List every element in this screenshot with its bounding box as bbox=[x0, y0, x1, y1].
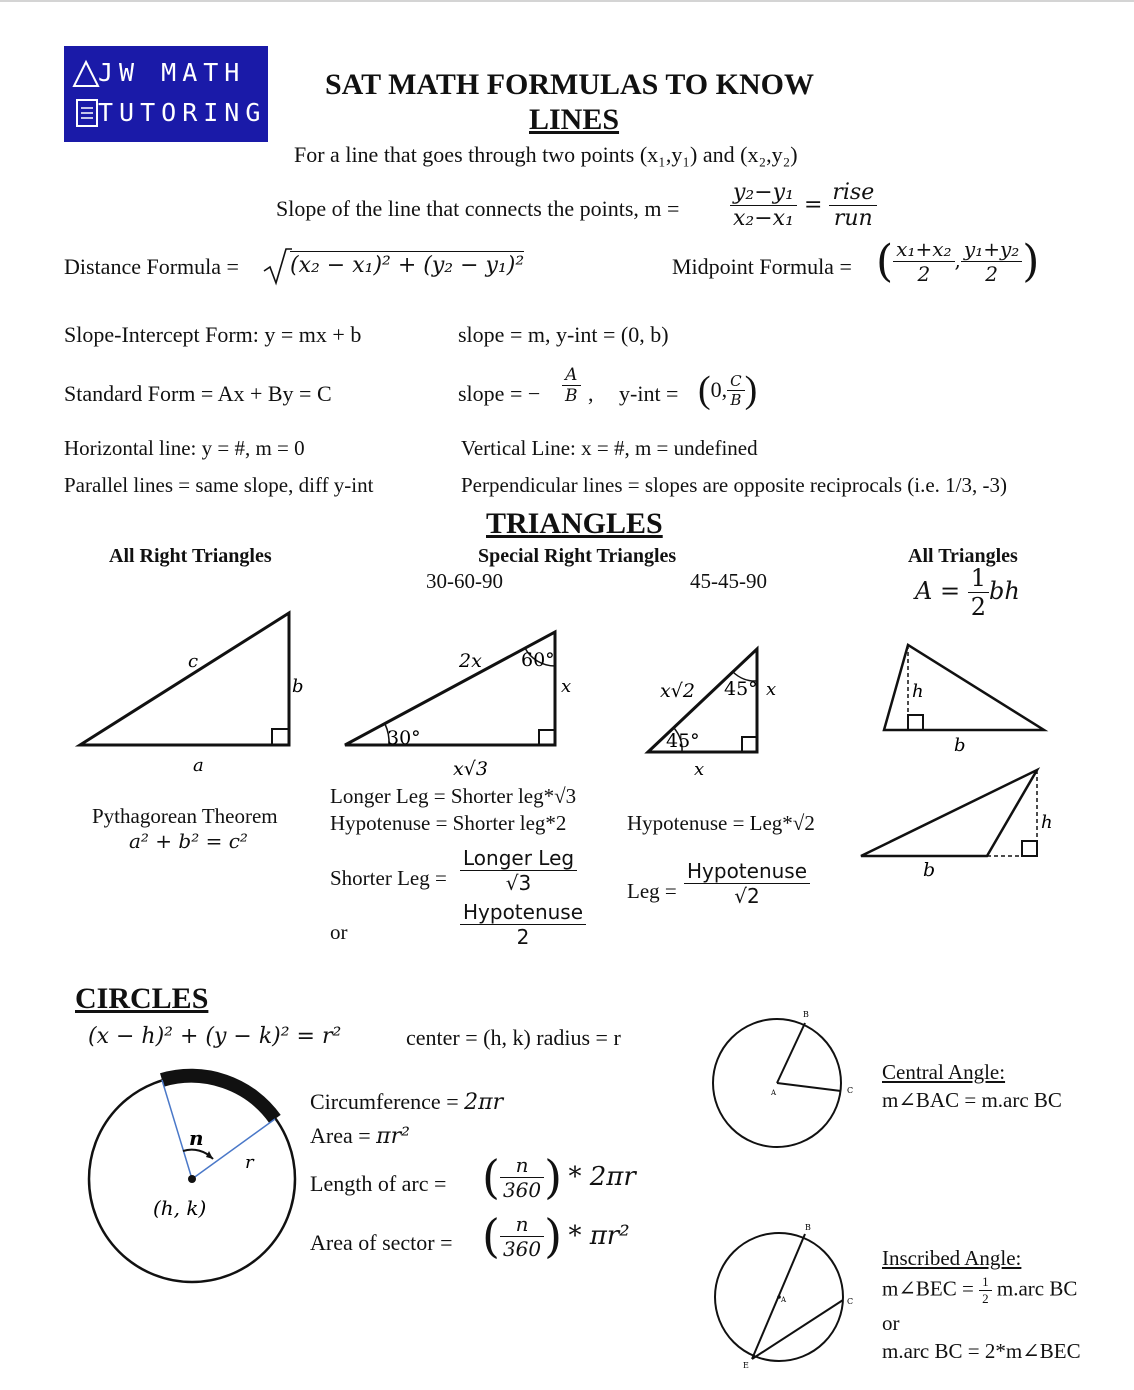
shorter-leg-numerator: Longer Leg bbox=[460, 846, 577, 871]
standard-form: Standard Form = Ax + By = C bbox=[64, 381, 332, 406]
hypotenuse-4545-rule: Hypotenuse = Leg*√2 bbox=[627, 811, 815, 835]
area-numerator: 1 bbox=[968, 564, 989, 593]
rise-label: rise bbox=[829, 180, 877, 206]
pythagorean-formula: a² + b² = c² bbox=[129, 829, 248, 853]
side-x-label: x bbox=[561, 676, 572, 697]
standard-slope-fraction bbox=[562, 365, 581, 406]
shorter-leg-label: Shorter Leg = bbox=[330, 866, 447, 890]
midpoint-x-numerator: x₁+x₂ bbox=[893, 237, 954, 262]
standard-B: B bbox=[565, 386, 578, 406]
point-e-label: E bbox=[743, 1361, 749, 1370]
arc-length-formula: ( $\frac{n}{360}$ ) * 2πr bbox=[482, 1150, 636, 1204]
slope-intercept-info: slope = m, y-int = (0, b) bbox=[458, 322, 669, 347]
height-h-label: h bbox=[912, 681, 924, 702]
all-right-triangles-label: All Right Triangles bbox=[109, 545, 272, 567]
center-hk-label: (h, k) bbox=[153, 1196, 207, 1220]
horizontal-line-rule: Horizontal line: y = #, m = 0 bbox=[64, 436, 305, 460]
right-angle-marker bbox=[742, 737, 757, 752]
inscribed-suffix: m.arc BC bbox=[996, 1276, 1078, 1301]
central-angle-formula: m∠BAC = m.arc BC bbox=[882, 1088, 1062, 1112]
distance-formula: (x₂ − x₁)² + (y₂ − y₁)² bbox=[290, 253, 525, 278]
angle-60-label: 60° bbox=[521, 649, 555, 671]
right-triangle-diagram bbox=[70, 605, 310, 776]
central-angle-title: Central Angle: bbox=[882, 1060, 1006, 1084]
logo-line2: TUTORING bbox=[98, 98, 267, 127]
top-border bbox=[0, 0, 1134, 2]
area-a-equals: A = bbox=[915, 577, 961, 605]
point-c-label: C bbox=[847, 1297, 854, 1306]
inscribed-angle-title: Inscribed Angle: bbox=[882, 1246, 1022, 1270]
area-label bbox=[310, 1123, 410, 1149]
sector-tail: * πr² bbox=[568, 1221, 630, 1251]
slope-label: Slope of the line that connects the points, m = bbox=[276, 196, 680, 221]
angle-30-label: 30° bbox=[387, 727, 421, 749]
standard-yint-label: y-int = bbox=[619, 381, 679, 406]
side-x-label: x bbox=[766, 679, 777, 700]
leg-numerator: Hypotenuse bbox=[684, 859, 810, 884]
point-b-label: B bbox=[805, 1223, 811, 1232]
point-c-label: C bbox=[847, 1086, 854, 1095]
midpoint-y-denominator: 2 bbox=[985, 262, 998, 286]
arc-numerator: n bbox=[500, 1153, 544, 1178]
sector-numerator: n bbox=[500, 1212, 544, 1237]
logo-line1: JW MATH bbox=[98, 58, 246, 87]
side-c-label: c bbox=[188, 651, 199, 672]
or-label: or bbox=[330, 920, 348, 944]
radius-line-2 bbox=[192, 1119, 275, 1179]
area-bh: bh bbox=[989, 577, 1020, 605]
obtuse-triangle-diagram bbox=[855, 762, 1055, 882]
standard-slope-label: slope = − bbox=[458, 381, 541, 406]
hypotenuse-half-fraction bbox=[460, 900, 586, 949]
label-45-45-90: 45-45-90 bbox=[690, 569, 767, 593]
shorter-leg-fraction bbox=[460, 846, 577, 895]
circumference-label bbox=[310, 1089, 503, 1115]
triangle-45-45-90-diagram bbox=[640, 635, 800, 785]
side-b-label: b bbox=[292, 676, 304, 697]
inscribed-formula-2: m.arc BC = 2*m∠BEC bbox=[882, 1339, 1081, 1363]
acute-triangle-diagram bbox=[878, 635, 1058, 755]
circle-equation: (x − h)² + (y − k)² = r² bbox=[88, 1024, 342, 1049]
label-30-60-90: 30-60-90 bbox=[426, 569, 503, 593]
angle-n-label: n bbox=[189, 1126, 204, 1150]
triangle-30-60-90-diagram bbox=[335, 620, 595, 780]
slope-fraction: $\frac{\text{y₂−y₁}}{\text{x₂−x₁}}$ = $\frac{\text{rise}}{\text{run}}$ bbox=[730, 180, 877, 231]
distance-label: Distance Formula = bbox=[64, 254, 239, 279]
side-x-root3-label: x√3 bbox=[453, 758, 488, 780]
arc-tail: * 2πr bbox=[568, 1162, 636, 1192]
right-angle-marker bbox=[539, 730, 555, 745]
inscribed-prefix: m∠BEC = bbox=[882, 1276, 974, 1301]
arc-highlight bbox=[162, 1076, 275, 1119]
notebook-logo-icon bbox=[74, 98, 100, 128]
angle-45-bottom-label: 45° bbox=[666, 730, 700, 752]
center-radius: center = (h, k) radius = r bbox=[406, 1025, 621, 1050]
point-b-label: B bbox=[803, 1010, 809, 1019]
all-triangles-label: All Triangles bbox=[908, 545, 1018, 567]
leg-denominator: √2 bbox=[734, 884, 760, 908]
leg-fraction bbox=[684, 859, 810, 908]
height-h-label: h bbox=[1041, 812, 1053, 833]
area-label-text: Area = bbox=[310, 1123, 371, 1148]
arc-length-label: Length of arc = bbox=[310, 1171, 447, 1196]
chord-ec bbox=[752, 1300, 843, 1359]
circumference-label-text: Circumference = bbox=[310, 1089, 459, 1114]
right-triangle-shape bbox=[80, 613, 289, 745]
sector-area-label: Area of sector = bbox=[310, 1230, 453, 1255]
side-x-root2-label: x√2 bbox=[660, 680, 695, 702]
circumference-value: 2πr bbox=[464, 1090, 504, 1115]
standard-yint-value: (0, $\frac{C}{B}$ ) bbox=[698, 369, 758, 411]
inscribed-or: or bbox=[882, 1311, 900, 1335]
sector-area-formula: ( $\frac{n}{360}$ ) * πr² bbox=[482, 1209, 630, 1263]
standard-comma: , bbox=[588, 381, 594, 406]
longer-leg-rule: Longer Leg = Shorter leg*√3 bbox=[330, 784, 577, 808]
triangle-area-formula bbox=[915, 564, 1020, 621]
point-a-label: A bbox=[771, 1089, 777, 1097]
right-angle-marker bbox=[908, 715, 923, 730]
radius-line-1 bbox=[162, 1080, 192, 1179]
obtuse-triangle-shape bbox=[861, 770, 1037, 856]
midpoint-x-denominator: 2 bbox=[917, 262, 931, 286]
angle-arrow-icon bbox=[206, 1151, 213, 1159]
right-angle-marker bbox=[1022, 841, 1037, 856]
page-title: SAT MATH FORMULAS TO KNOW bbox=[325, 68, 814, 101]
area-denominator: 2 bbox=[970, 593, 986, 621]
vertical-line-rule: Vertical Line: x = #, m = undefined bbox=[461, 436, 758, 460]
area-value: πr² bbox=[376, 1124, 410, 1149]
right-angle-marker bbox=[272, 729, 289, 745]
base-b-label: b bbox=[954, 735, 966, 756]
hypotenuse-half-denominator: 2 bbox=[516, 925, 530, 949]
triangles-heading: TRIANGLES bbox=[486, 507, 663, 540]
parallel-lines-rule: Parallel lines = same slope, diff y-int bbox=[64, 473, 374, 497]
pythagorean-title: Pythagorean Theorem bbox=[92, 804, 278, 828]
inscribed-numerator: 1 bbox=[979, 1274, 992, 1291]
lines-heading: LINES bbox=[529, 103, 620, 136]
slope-intercept-form: Slope-Intercept Form: y = mx + b bbox=[64, 322, 362, 347]
lines-intro: For a line that goes through two points (x₁,y₁) and (x₂,y₂) bbox=[294, 142, 798, 167]
side-2x-label: 2x bbox=[459, 650, 482, 672]
perpendicular-lines-rule: Perpendicular lines = slopes are opposite reciprocals (i.e. 1/3, -3) bbox=[461, 473, 1007, 497]
midpoint-label: Midpoint Formula = bbox=[672, 254, 852, 279]
base-x-label: x bbox=[694, 759, 705, 780]
center-point bbox=[188, 1175, 196, 1183]
base-b-label: b bbox=[923, 859, 936, 881]
circle-sector-diagram bbox=[85, 1065, 315, 1295]
slope-numerator: y₂−y₁ bbox=[730, 180, 797, 206]
arc-denominator: 360 bbox=[502, 1177, 542, 1202]
point-a-label: A bbox=[781, 1296, 787, 1304]
shorter-leg-denominator: √3 bbox=[505, 871, 532, 895]
inscribed-angle-diagram bbox=[705, 1220, 865, 1380]
side-a-label: a bbox=[193, 755, 204, 776]
inscribed-angle-formula bbox=[882, 1274, 1077, 1307]
slope-denominator: x₂−x₁ bbox=[733, 206, 794, 231]
inscribed-denominator: 2 bbox=[982, 1291, 989, 1306]
hypotenuse-half-numerator: Hypotenuse bbox=[460, 900, 586, 925]
circles-heading: CIRCLES bbox=[75, 982, 209, 1015]
standard-C: C bbox=[727, 372, 744, 391]
sector-denominator: 360 bbox=[502, 1236, 542, 1261]
leg-label: Leg = bbox=[627, 879, 677, 903]
angle-45-top-label: 45° bbox=[724, 678, 758, 700]
run-label: run bbox=[833, 206, 873, 231]
radius-ab bbox=[777, 1023, 805, 1083]
standard-A: A bbox=[562, 365, 581, 386]
radius-ac bbox=[777, 1083, 841, 1091]
sqrt-sign-icon bbox=[262, 247, 292, 287]
hypotenuse-3060-rule: Hypotenuse = Shorter leg*2 bbox=[330, 811, 567, 835]
midpoint-formula: ( $\frac{\text{x₁+x₂}}{2}$ , $\frac{\text{y₁+y₂}}{2}$ ) bbox=[876, 236, 1040, 287]
midpoint-y-numerator: y₁+y₂ bbox=[961, 237, 1022, 262]
central-angle-diagram bbox=[705, 1005, 855, 1175]
standard-B2: B bbox=[730, 390, 742, 409]
special-right-triangles-label: Special Right Triangles bbox=[478, 545, 677, 567]
radius-r-label: r bbox=[245, 1152, 254, 1173]
logo bbox=[64, 46, 268, 142]
